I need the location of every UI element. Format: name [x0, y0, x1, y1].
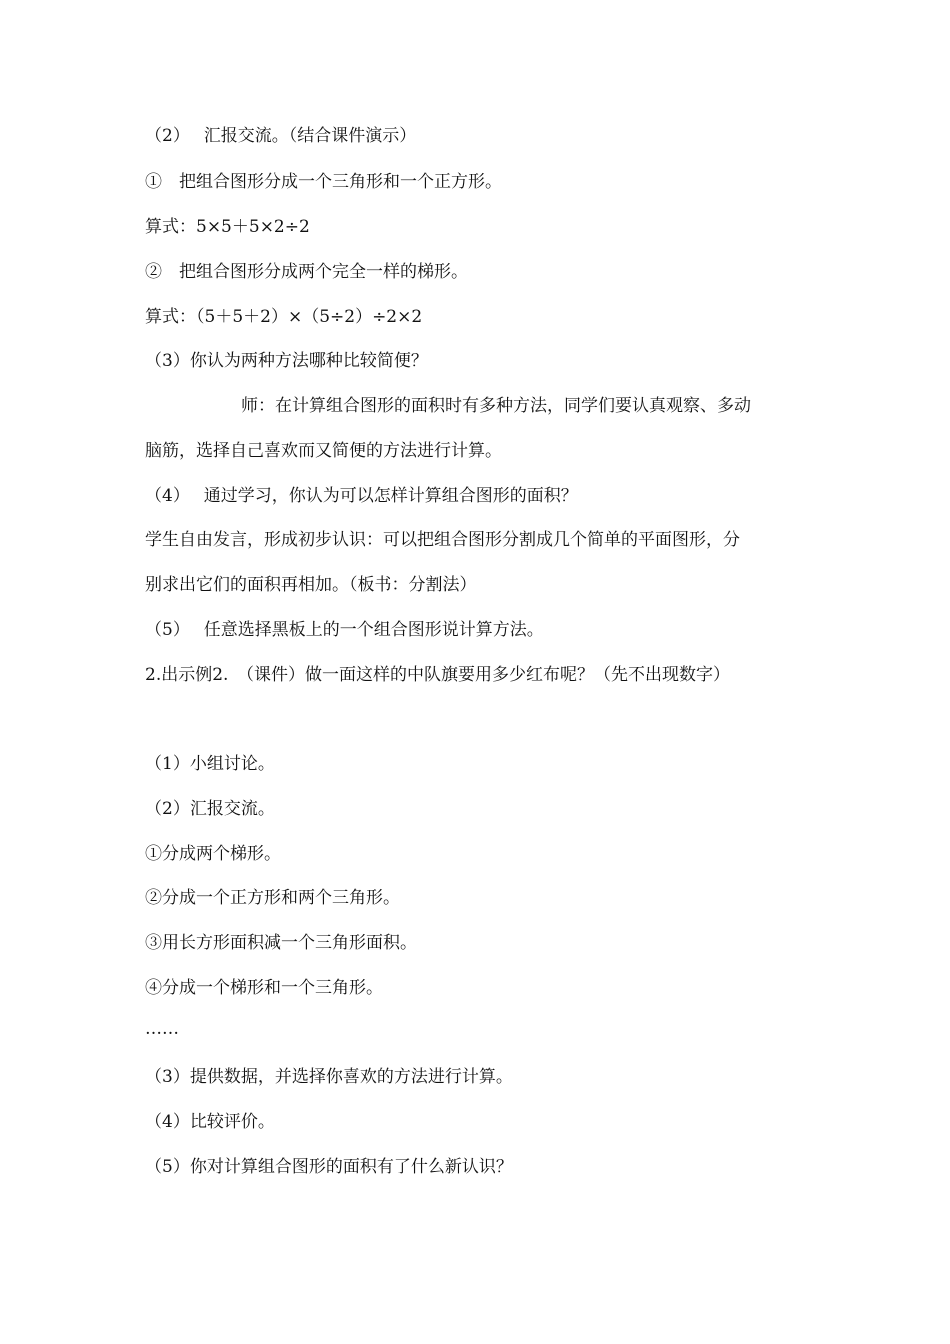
text-line: 算式：（5＋5＋2）×（5÷2）÷2×2 [145, 307, 423, 327]
text-line: ③用长方形面积减一个三角形面积。 [145, 933, 417, 953]
text-line: （4）比较评价。 [145, 1112, 275, 1132]
text-line: （1）小组讨论。 [145, 754, 275, 774]
text-line: ① 把组合图形分成一个三角形和一个正方形。 [145, 172, 502, 192]
text-line: 算式：5×5＋5×2÷2 [145, 217, 310, 237]
text-line: …… [145, 1019, 179, 1039]
text-line: 脑筋，选择自己喜欢而又简便的方法进行计算。 [145, 441, 502, 461]
text-line: 学生自由发言，形成初步认识：可以把组合图形分割成几个简单的平面图形，分 [145, 530, 740, 550]
text-line: （3）提供数据，并选择你喜欢的方法进行计算。 [145, 1067, 513, 1087]
text-line: （2）汇报交流。 [145, 799, 275, 819]
text-line: 师：在计算组合图形的面积时有多种方法，同学们要认真观察、多动 [241, 396, 751, 416]
text-line: 2.出示例2. （课件）做一面这样的中队旗要用多少红布呢？（先不出现数字） [145, 665, 730, 685]
text-line: （5） 任意选择黑板上的一个组合图形说计算方法。 [145, 620, 544, 640]
text-line: （2） 汇报交流。（结合课件演示） [145, 126, 417, 146]
text-line: ①分成两个梯形。 [145, 844, 281, 864]
text-line: ④分成一个梯形和一个三角形。 [145, 978, 383, 998]
text-line: 别求出它们的面积再相加。（板书：分割法） [145, 575, 477, 595]
text-line: ②分成一个正方形和两个三角形。 [145, 888, 400, 908]
text-line: ② 把组合图形分成两个完全一样的梯形。 [145, 262, 468, 282]
text-line: （5）你对计算组合图形的面积有了什么新认识？ [145, 1157, 513, 1177]
text-line: （3）你认为两种方法哪种比较简便？ [145, 351, 428, 371]
text-line: （4） 通过学习，你认为可以怎样计算组合图形的面积？ [145, 486, 578, 506]
